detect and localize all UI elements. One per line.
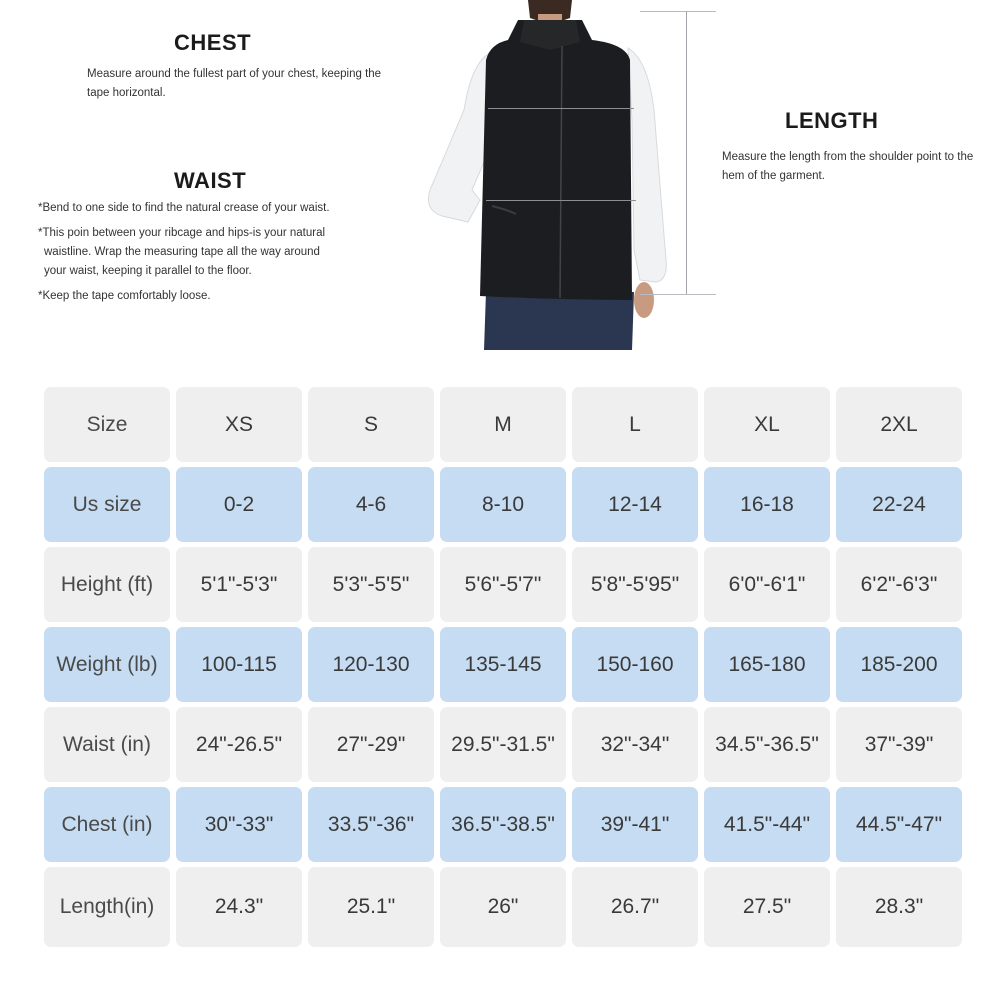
table-cell: 26.7" [572,867,698,947]
length-bottom-marker [640,294,716,295]
table-row-label: Us size [44,467,170,542]
table-cell: 100-115 [176,627,302,702]
waist-instructions [38,199,418,312]
table-row-label: Waist (in) [44,707,170,782]
table-row-label: Height (ft) [44,547,170,622]
model-vest-illustration [420,0,720,360]
model-hand [634,282,654,318]
waist-instruction-line: *Bend to one side to find the natural crease of your waist. [38,202,330,214]
length-heading: LENGTH [785,108,879,133]
table-header-cell: XL [704,387,830,462]
table-cell: 34.5"-36.5" [704,707,830,782]
table-cell: 5'8"-5'95" [572,547,698,622]
table-row-label: Chest (in) [44,787,170,862]
table-cell: 27.5" [704,867,830,947]
waist-measure-line [486,200,636,201]
model-vest [480,20,632,300]
table-cell: 16-18 [704,467,830,542]
table-cell: 26" [440,867,566,947]
waist-instruction-line: *This poin between your ribcage and hips-is your natural [38,227,326,239]
chest-measure-line [488,108,634,109]
table-header-cell: L [572,387,698,462]
table-cell: 29.5"-31.5" [440,707,566,782]
waist-instruction-line: your waist, keeping it parallel to the floor. [44,265,252,277]
table-cell: 135-145 [440,627,566,702]
table-cell: 22-24 [836,467,962,542]
table-cell: 41.5"-44" [704,787,830,862]
table-header-cell: S [308,387,434,462]
table-cell: 165-180 [704,627,830,702]
length-instructions: Measure the length from the shoulder point to the hem of the garment. [722,151,974,182]
length-measure-line [686,11,687,294]
table-row-label: Weight (lb) [44,627,170,702]
model-figure-svg [420,0,720,360]
table-cell: 27"-29" [308,707,434,782]
size-chart-table [44,387,964,947]
waist-instruction-line: *Keep the tape comfortably loose. [38,290,211,302]
table-header-cell: 2XL [836,387,962,462]
table-cell: 5'3"-5'5" [308,547,434,622]
waist-instruction-line: waistline. Wrap the measuring tape all the way around [44,246,320,258]
table-cell: 44.5"-47" [836,787,962,862]
waist-heading: WAIST [174,168,247,193]
table-cell: 33.5"-36" [308,787,434,862]
table-header-cell: M [440,387,566,462]
table-cell: 150-160 [572,627,698,702]
table-cell: 185-200 [836,627,962,702]
table-cell: 24.3" [176,867,302,947]
table-cell: 32"-34" [572,707,698,782]
chest-heading: CHEST [174,30,252,55]
table-cell: 12-14 [572,467,698,542]
table-cell: 36.5"-38.5" [440,787,566,862]
table-cell: 39"-41" [572,787,698,862]
table-cell: 6'0"-6'1" [704,547,830,622]
table-row-label: Length(in) [44,867,170,947]
table-cell: 30"-33" [176,787,302,862]
table-header-cell: XS [176,387,302,462]
model-right-sleeve [628,48,666,282]
model-jeans [484,292,634,350]
table-cell: 120-130 [308,627,434,702]
table-cell: 37"-39" [836,707,962,782]
table-cell: 25.1" [308,867,434,947]
chest-instructions: Measure around the fullest part of your chest, keeping the tape horizontal. [87,68,382,99]
table-header-cell: Size [44,387,170,462]
table-cell: 8-10 [440,467,566,542]
table-cell: 6'2"-6'3" [836,547,962,622]
table-cell: 4-6 [308,467,434,542]
table-cell: 0-2 [176,467,302,542]
length-top-marker [640,11,716,12]
table-cell: 28.3" [836,867,962,947]
table-cell: 5'6"-5'7" [440,547,566,622]
table-cell: 24"-26.5" [176,707,302,782]
table-cell: 5'1"-5'3" [176,547,302,622]
